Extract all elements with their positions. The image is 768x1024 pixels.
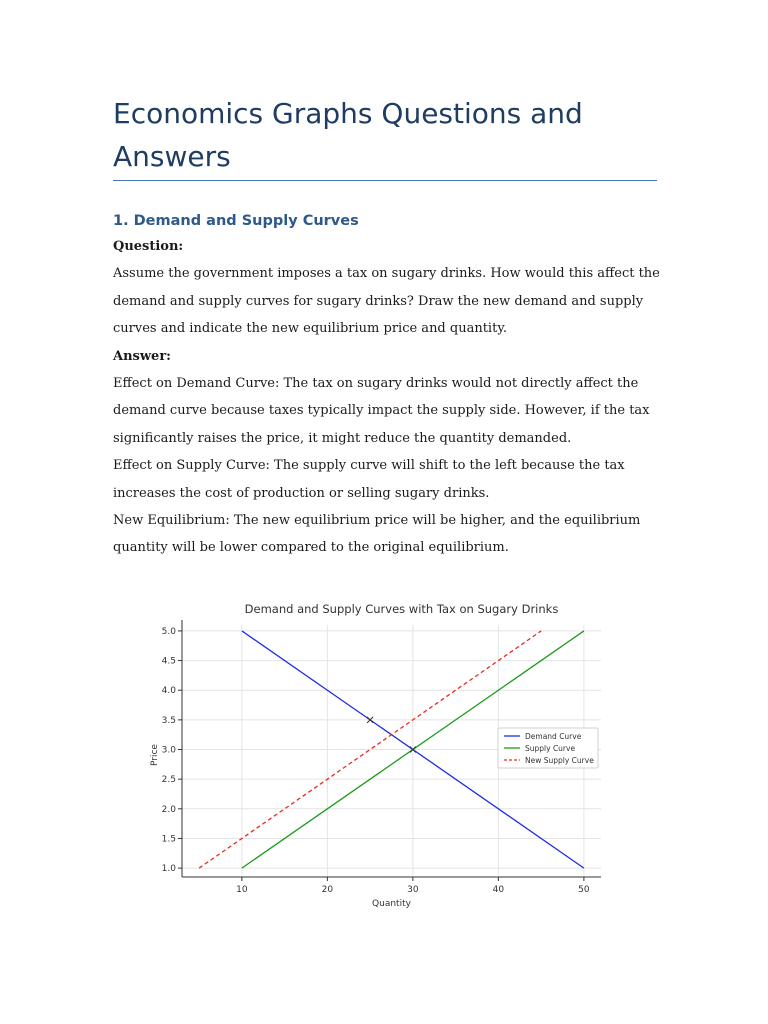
x-tick-label: 10 bbox=[236, 885, 248, 895]
question-text: Assume the government imposes a tax on sugary drinks. How would this affect the demand and supply curves for sugary drinks? Draw the new demand and supply curves and indicate the new equilibrium price and quantity. bbox=[113, 266, 660, 337]
y-axis-label: Price bbox=[150, 744, 160, 766]
answer-new-equilibrium: New Equilibrium: The new equilibrium price will be higher, and the equilibrium quantity will be lower compared to the original equilibrium. bbox=[113, 513, 641, 556]
chart-title: Demand and Supply Curves with Tax on Sugary Drinks bbox=[244, 602, 559, 616]
legend-label-2: New Supply Curve bbox=[525, 756, 594, 765]
y-tick-label: 3.0 bbox=[161, 745, 176, 756]
y-tick-label: 2.0 bbox=[161, 804, 176, 815]
x-tick-label: 40 bbox=[492, 885, 505, 895]
x-axis-label: Quantity bbox=[372, 899, 411, 909]
y-tick-label: 4.0 bbox=[161, 686, 176, 697]
demand-supply-chart bbox=[130, 590, 630, 910]
y-tick-label: 1.0 bbox=[161, 864, 176, 875]
y-tick-label: 1.5 bbox=[161, 834, 176, 845]
legend-label-1: Supply Curve bbox=[525, 744, 576, 753]
y-tick-label: 4.5 bbox=[161, 656, 176, 667]
x-tick-label: 50 bbox=[578, 885, 590, 895]
section-body bbox=[113, 233, 673, 562]
y-tick-label: 5.0 bbox=[161, 626, 176, 637]
legend-label-0: Demand Curve bbox=[525, 732, 582, 741]
answer-label: Answer: bbox=[113, 348, 171, 364]
x-tick-label: 30 bbox=[407, 885, 419, 895]
page-title: Economics Graphs Questions and Answers bbox=[113, 97, 583, 173]
y-tick-label: 3.5 bbox=[161, 715, 176, 726]
question-label: Question: bbox=[113, 239, 184, 254]
answer-supply-effect: Effect on Supply Curve: The supply curve will shift to the left because the tax increases the cost of production or selling sugary drinks. bbox=[113, 458, 625, 501]
x-tick-label: 20 bbox=[321, 885, 334, 895]
chart-figure bbox=[130, 590, 630, 910]
title-divider bbox=[113, 180, 657, 181]
answer-demand-effect: Effect on Demand Curve: The tax on sugary drinks would not directly affect the demand curve because taxes typically impact the supply side. However, if the tax significantly raises the price, it might reduce the quantity demanded. bbox=[113, 376, 650, 446]
section-heading: 1. Demand and Supply Curves bbox=[113, 213, 359, 229]
y-tick-label: 2.5 bbox=[161, 775, 176, 786]
